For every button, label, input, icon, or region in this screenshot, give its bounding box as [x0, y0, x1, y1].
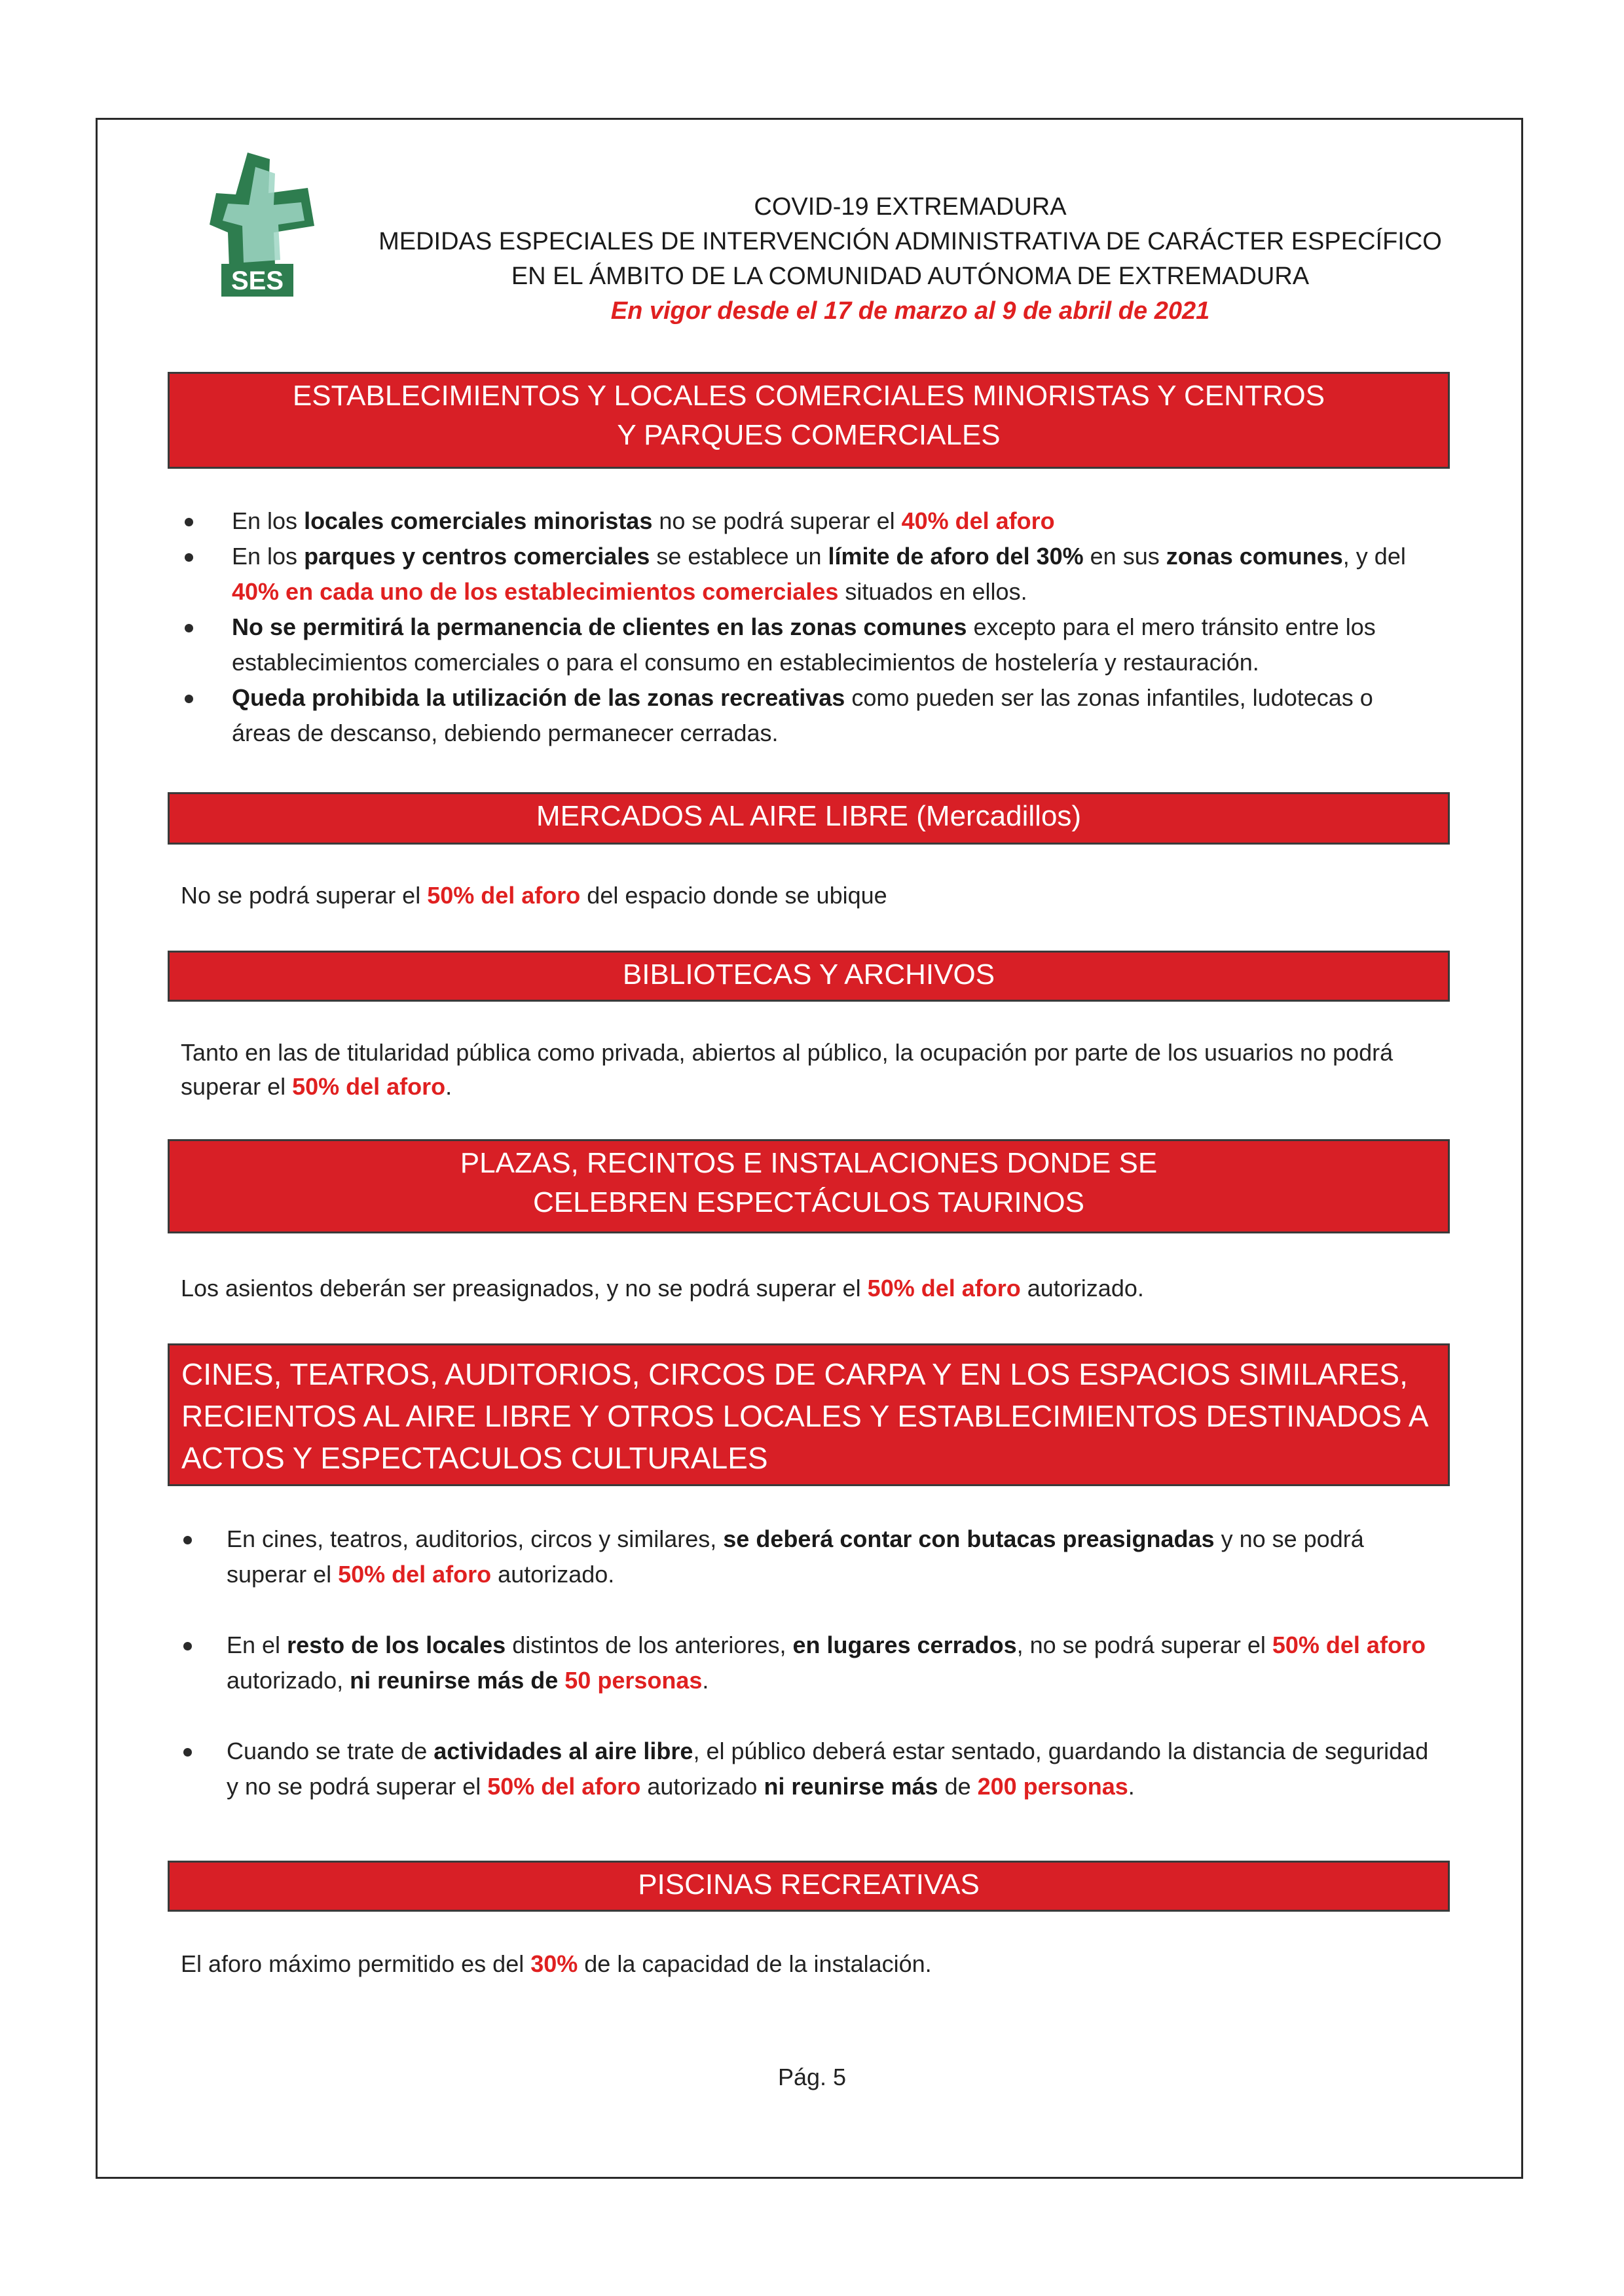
section-title-line: ACTOS Y ESPECTACULOS CULTURALES: [181, 1441, 768, 1475]
ses-logo: [210, 147, 321, 308]
header-line-2: MEDIDAS ESPECIALES DE INTERVENCIÓN ADMINISTRATIVA DE CARÁCTER ESPECÍFICO: [378, 228, 1442, 255]
ses-cross-logo-icon: [210, 153, 314, 268]
section-title-piscinas: [168, 1861, 1450, 1912]
section-title-bibliotecas: [168, 951, 1450, 1002]
bullet-icon: [183, 1748, 192, 1757]
ses-logo-text: SES: [231, 266, 284, 295]
header-validity: En vigor desde el 17 de marzo al 9 de abril de 2021: [610, 297, 1210, 325]
bullet-icon: [183, 1642, 192, 1650]
piscinas-text: El aforo máximo permitido es del 30% de la capacidad de la instalación.: [181, 1950, 932, 1977]
document-header: [341, 190, 1480, 329]
mercados-text: No se podrá superar el 50% del aforo del espacio donde se ubique: [181, 882, 887, 909]
section-title-line: ESTABLECIMIENTOS Y LOCALES COMERCIALES MINORISTAS Y CENTROS: [292, 380, 1325, 412]
section-title-line: PLAZAS, RECINTOS E INSTALACIONES DONDE SE: [460, 1147, 1158, 1179]
section-title-line: CINES, TEATROS, AUDITORIOS, CIRCOS DE CARPA Y EN LOS ESPACIOS SIMILARES,: [181, 1357, 1408, 1391]
bibliotecas-text: Tanto en las de titularidad pública como privada, abiertos al público, la ocupación por parte de los usuarios no podrá superar el 50% del aforo.: [181, 1039, 1393, 1100]
bullet-icon: [185, 553, 193, 562]
section-title-line: BIBLIOTECAS Y ARCHIVOS: [622, 958, 995, 991]
section-title-mercados: [168, 792, 1450, 845]
list-item: En los parques y centros comerciales se establece un límite de aforo del 30% en sus zonas comunes, y del 40% en cada uno de los establecimientos comerciales situados en ellos.: [232, 539, 1437, 610]
section-title-comercios: [168, 372, 1450, 469]
section-title-line: MERCADOS AL AIRE LIBRE (Mercadillos): [536, 800, 1082, 832]
section-title-line: CELEBREN ESPECTÁCULOS TAURINOS: [533, 1186, 1084, 1218]
taurinos-text: Los asientos deberán ser preasignados, y no se podrá superar el 50% del aforo autorizado.: [181, 1275, 1144, 1302]
section-title-line: Y PARQUES COMERCIALES: [617, 419, 1001, 451]
section-title-taurinos: [168, 1139, 1450, 1233]
section-title-line: RECIENTOS AL AIRE LIBRE Y OTROS LOCALES Y ESTABLECIMIENTOS DESTINADOS A: [181, 1399, 1429, 1433]
list-item: Queda prohibida la utilización de las zonas recreativas como pueden ser las zonas infantiles, ludotecas o áreas de descanso, debiendo permanecer cerradas.: [232, 680, 1437, 751]
section-title-cines: [168, 1343, 1450, 1486]
page-number: Pág. 5: [777, 2064, 847, 2090]
bullet-icon: [185, 624, 193, 632]
bullet-icon: [183, 1536, 192, 1544]
bullet-icon: [185, 518, 193, 526]
comercios-list: [232, 503, 1437, 751]
bullet-icon: [185, 695, 193, 703]
list-item: En cines, teatros, auditorios, circos y similares, se deberá contar con butacas preasignadas y no se podrá superar el 50% del aforo autorizado.: [227, 1522, 1431, 1592]
list-item: No se permitirá la permanencia de clientes en las zonas comunes excepto para el mero tránsito entre los establecimientos comerciales o para el consumo en establecimientos de hostelería y restauración.: [232, 610, 1437, 680]
list-item: En el resto de los locales distintos de los anteriores, en lugares cerrados, no se podrá superar el 50% del aforo autorizado, ni reunirse más de 50 personas.: [227, 1628, 1431, 1698]
section-title-line: PISCINAS RECREATIVAS: [638, 1868, 980, 1901]
header-line-1: COVID-19 EXTREMADURA: [754, 193, 1067, 221]
header-line-3: EN EL ÁMBITO DE LA COMUNIDAD AUTÓNOMA DE EXTREMADURA: [511, 263, 1310, 290]
list-item: En los locales comerciales minoristas no se podrá superar el 40% del aforo: [232, 503, 1437, 539]
list-item: Cuando se trate de actividades al aire libre, el público deberá estar sentado, guardando la distancia de seguridad y no se podrá superar el 50% del aforo autorizado ni reunirse más de 200 personas.: [227, 1734, 1431, 1804]
cines-list: [227, 1522, 1431, 1804]
